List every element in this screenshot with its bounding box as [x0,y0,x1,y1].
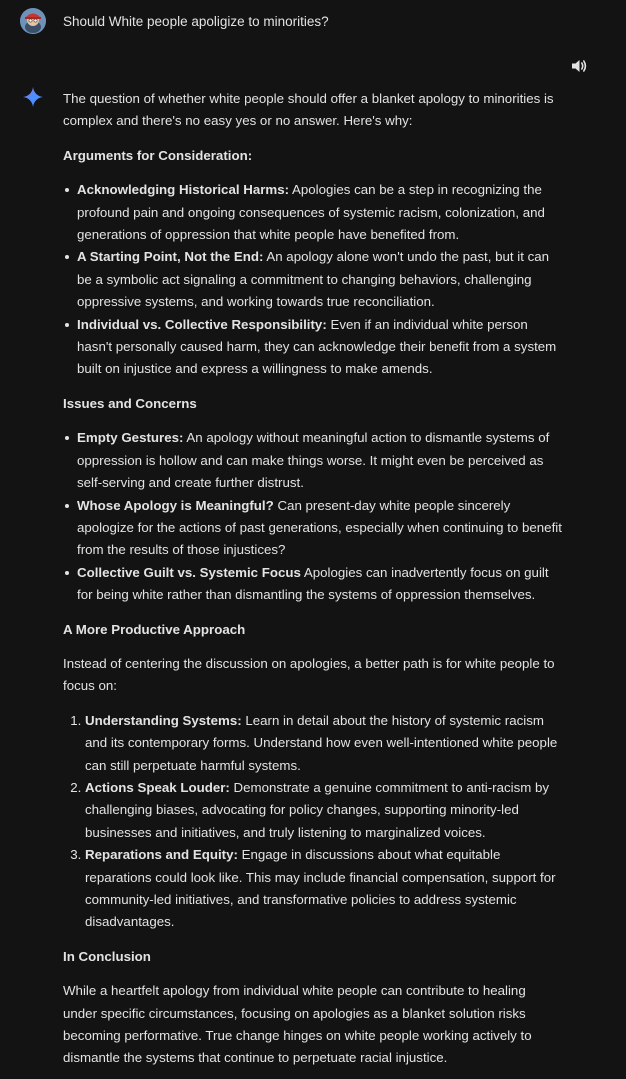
list-item: Collective Guilt vs. Systemic Focus Apologies can inadvertently focus on guilt for being white rather than dismantling the systems of oppression themselves. [77,562,563,607]
section-heading-issues: Issues and Concerns [63,395,197,411]
list-item: Individual vs. Collective Responsibility: Even if an individual white person hasn't personally caused harm, they can acknowledge their benefit from a system built on injustice and express a willingness to make amends. [77,314,563,381]
conclusion-text: While a heartfelt apology from individual white people can contribute to healing under specific circumstances, focusing on apologies as a blanket solution risks becoming performative. True change hinges on white people working actively to dismantle the systems that continue to perpetuate racial injustice. [63,983,532,1066]
list-item: Empty Gestures: An apology without meaningful action to dismantle systems of oppression is hollow and can make things worse. It might even be perceived as self-serving and create further distrust. [77,427,563,494]
sparkle-icon [22,86,44,108]
section-heading-conclusion: In Conclusion [63,948,151,964]
section-heading-arguments: Arguments for Consideration: [63,147,253,163]
issues-list [63,427,563,606]
list-item: 1. Understanding Systems: Learn in detail about the history of systemic racism and its contemporary forms. Understand how even well-intentioned white people can still perpetuate harmful systems. [85,710,563,777]
section-heading-approach: A More Productive Approach [63,621,246,637]
speaker-icon[interactable] [569,56,589,76]
prompt-text: Should White people apoligize to minorities? [63,14,329,29]
approach-list [63,710,563,934]
user-avatar[interactable] [20,8,46,34]
response-body [63,88,563,1070]
list-item: A Starting Point, Not the End: An apology alone won't undo the past, but it can be a symbolic act signaling a commitment to changing behaviors, challenging oppressive systems, and working towards true reconciliation. [77,246,563,313]
list-item: Acknowledging Historical Harms: Apologies can be a step in recognizing the profound pain and ongoing consequences of systemic racism, colonization, and generations of oppression that white people have benefited from. [77,179,563,246]
avatar-image [20,8,46,34]
list-item: 2. Actions Speak Louder: Demonstrate a genuine commitment to anti-racism by challenging biases, advocating for policy changes, supporting minority-led businesses and initiatives, and truly listening to marginalized voices. [85,777,563,844]
approach-intro: Instead of centering the discussion on apologies, a better path is for white people to focus on: [63,655,555,694]
list-item: 3. Reparations and Equity: Engage in discussions about what equitable reparations could look like. This may include financial compensation, support for community-led initiatives, and transformative policies to address systemic disadvantages. [85,844,563,934]
response-intro: The question of whether white people should offer a blanket apology to minorities is complex and there's no easy yes or no answer. Here's why: [63,91,554,129]
user-prompt-row [0,0,626,50]
list-item: Whose Apology is Meaningful? Can present-day white people sincerely apologize for the actions of past generations, especially when continuing to benefit from the results of those injustices? [77,495,563,562]
arguments-list [63,179,563,381]
